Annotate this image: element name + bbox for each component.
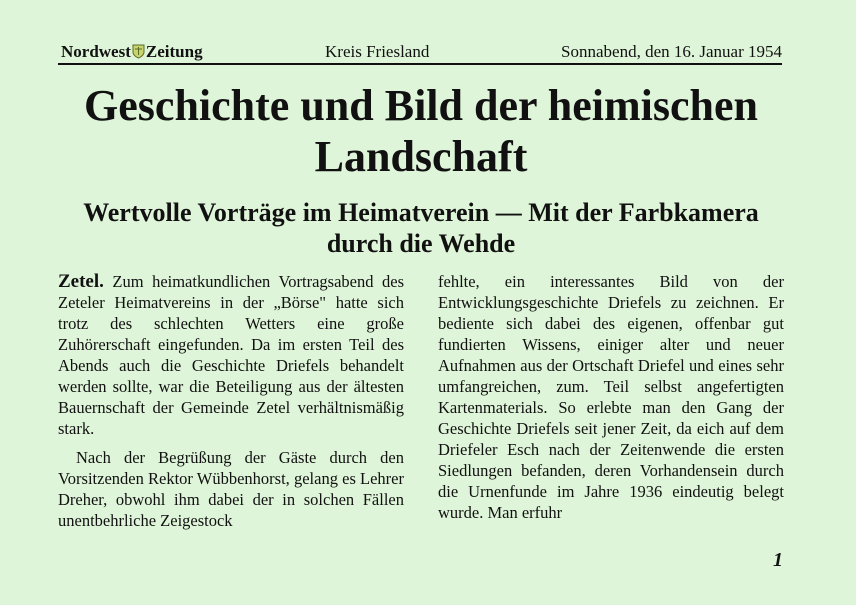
- dateline: Zetel.: [58, 271, 104, 292]
- issue-date: Sonnabend, den 16. Januar 1954: [561, 42, 782, 61]
- article-column-left: [58, 271, 404, 531]
- masthead: [58, 41, 782, 65]
- newspaper-name: [61, 41, 203, 63]
- newspaper-name-part1: Nordwest: [61, 42, 131, 61]
- article-paragraph-2: Nach der Begrüßung der Gäste durch den Vorsitzenden Rektor Wübbenhorst, gelang es Lehrer Dreher, obwohl ihm dabei der in solchen Fällen unentbehrliche Zeigestock: [58, 448, 404, 530]
- article-paragraph-1: [58, 271, 404, 439]
- page-number: 1: [773, 549, 783, 571]
- article-paragraph-3: fehlte, ein interessantes Bild von der Entwicklungsgeschichte Driefels zu zeichnen. Er bediente sich dabei des eigenen, offenbar gut fundierten Wissens, einiger alter und neuer Aufnahmen aus der Ortschaft Driefel und eines sehr umfangreichen, zum. Teil selbst angefertigten Kartenmaterials. So erlebte man den Gang der Geschichte Driefels seit jener Zeit, da eich auf dem Driefeler Esch nach der Zeitenwende die ersten Siedlungen befanden, deren Vorhandensein durch die Urnenfunde im Jahre 1936 eindeutig belegt wurde. Man erfuhr: [438, 272, 784, 522]
- paragraph-1-text: Zum heimatkundlichen Vortragsabend des Zeteler Heimatvereins in der „Börse" hatte sich trotz des schlechten Wetters eine große Zuhörerschaft eingefunden. Da im ersten Teil des Abends auch die Geschichte Driefels behandelt werden sollte, war die Beteiligung aus der ältesten Bauernschaft der Gemeinde Zetel verhältnismäßig stark.: [58, 272, 404, 438]
- newspaper-name-part2: Zeitung: [145, 42, 203, 61]
- subheadline: Wertvolle Vorträge im Heimatverein — Mit der Farbkamera durch die Wehde: [83, 198, 759, 258]
- coat-of-arms-icon: [132, 44, 145, 59]
- region-label: Kreis Friesland: [325, 42, 430, 61]
- article-column-right: [438, 271, 784, 523]
- headline: Geschichte und Bild der heimischen Landschaft: [84, 81, 758, 181]
